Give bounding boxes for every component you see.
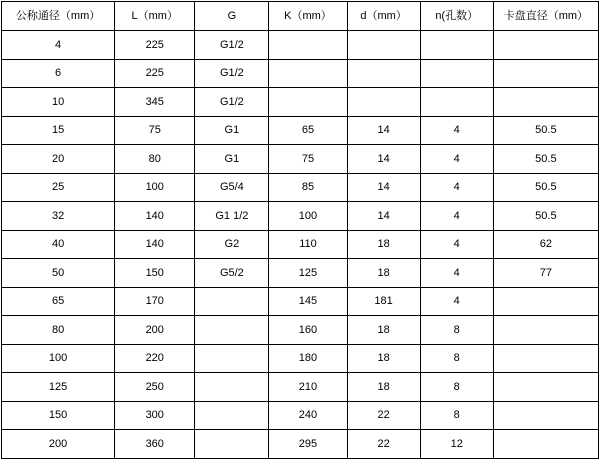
cell-hole-count xyxy=(420,88,493,117)
cell-thread: G5/2 xyxy=(195,259,269,288)
cell-k: 75 xyxy=(269,145,347,174)
cell-chuck-diameter xyxy=(493,316,598,345)
cell-d: 18 xyxy=(347,230,420,259)
cell-hole-count xyxy=(420,59,493,88)
cell-nominal-diameter: 200 xyxy=(2,430,115,459)
cell-length: 220 xyxy=(115,344,195,373)
table-header-row xyxy=(2,2,599,31)
column-header-hole-count: n(孔数） xyxy=(420,2,493,31)
cell-chuck-diameter: 50.5 xyxy=(493,145,598,174)
cell-thread: G1 1/2 xyxy=(195,202,269,231)
cell-d: 18 xyxy=(347,316,420,345)
column-header-k: K（mm） xyxy=(269,2,347,31)
cell-thread: G5/4 xyxy=(195,173,269,202)
cell-d: 22 xyxy=(347,430,420,459)
cell-length: 345 xyxy=(115,88,195,117)
cell-length: 100 xyxy=(115,173,195,202)
cell-d xyxy=(347,59,420,88)
cell-nominal-diameter: 100 xyxy=(2,344,115,373)
cell-hole-count xyxy=(420,31,493,60)
cell-thread: G1/2 xyxy=(195,88,269,117)
cell-k: 160 xyxy=(269,316,347,345)
cell-nominal-diameter: 15 xyxy=(2,116,115,145)
column-header-length: L（mm） xyxy=(115,2,195,31)
cell-length: 140 xyxy=(115,230,195,259)
cell-d: 22 xyxy=(347,401,420,430)
cell-thread xyxy=(195,430,269,459)
table-row xyxy=(2,373,599,402)
cell-thread: G1 xyxy=(195,145,269,174)
cell-length: 250 xyxy=(115,373,195,402)
cell-length: 170 xyxy=(115,287,195,316)
cell-hole-count: 4 xyxy=(420,202,493,231)
column-header-chuck-diameter: 卡盘直径（mm） xyxy=(493,2,598,31)
cell-k xyxy=(269,88,347,117)
cell-k: 145 xyxy=(269,287,347,316)
cell-length: 80 xyxy=(115,145,195,174)
cell-nominal-diameter: 150 xyxy=(2,401,115,430)
cell-k: 65 xyxy=(269,116,347,145)
cell-length: 200 xyxy=(115,316,195,345)
cell-nominal-diameter: 32 xyxy=(2,202,115,231)
cell-length: 300 xyxy=(115,401,195,430)
cell-nominal-diameter: 50 xyxy=(2,259,115,288)
cell-d: 14 xyxy=(347,173,420,202)
cell-nominal-diameter: 6 xyxy=(2,59,115,88)
cell-k: 210 xyxy=(269,373,347,402)
table-body xyxy=(2,31,599,459)
cell-hole-count: 4 xyxy=(420,259,493,288)
cell-nominal-diameter: 80 xyxy=(2,316,115,345)
cell-nominal-diameter: 125 xyxy=(2,373,115,402)
table-row xyxy=(2,259,599,288)
column-header-nominal-diameter: 公称通径（mm） xyxy=(2,2,115,31)
cell-d: 14 xyxy=(347,202,420,231)
table-row xyxy=(2,116,599,145)
cell-chuck-diameter: 62 xyxy=(493,230,598,259)
cell-d: 18 xyxy=(347,259,420,288)
cell-thread: G2 xyxy=(195,230,269,259)
column-header-d: d（mm） xyxy=(347,2,420,31)
cell-hole-count: 4 xyxy=(420,116,493,145)
cell-chuck-diameter xyxy=(493,430,598,459)
cell-length: 140 xyxy=(115,202,195,231)
cell-nominal-diameter: 25 xyxy=(2,173,115,202)
cell-chuck-diameter: 50.5 xyxy=(493,116,598,145)
table-row xyxy=(2,202,599,231)
table-row xyxy=(2,287,599,316)
table-row xyxy=(2,173,599,202)
cell-hole-count: 8 xyxy=(420,344,493,373)
cell-d xyxy=(347,31,420,60)
cell-d: 181 xyxy=(347,287,420,316)
cell-length: 150 xyxy=(115,259,195,288)
cell-d: 14 xyxy=(347,116,420,145)
cell-d: 18 xyxy=(347,344,420,373)
cell-thread xyxy=(195,373,269,402)
cell-k: 295 xyxy=(269,430,347,459)
cell-k xyxy=(269,31,347,60)
table-row xyxy=(2,344,599,373)
cell-hole-count: 4 xyxy=(420,230,493,259)
cell-chuck-diameter xyxy=(493,287,598,316)
cell-chuck-diameter xyxy=(493,88,598,117)
cell-thread: G1/2 xyxy=(195,59,269,88)
cell-hole-count: 4 xyxy=(420,145,493,174)
cell-k: 85 xyxy=(269,173,347,202)
cell-chuck-diameter: 50.5 xyxy=(493,202,598,231)
cell-hole-count: 12 xyxy=(420,430,493,459)
table-row xyxy=(2,430,599,459)
table-row xyxy=(2,316,599,345)
cell-d: 14 xyxy=(347,145,420,174)
cell-thread: G1 xyxy=(195,116,269,145)
cell-length: 75 xyxy=(115,116,195,145)
cell-chuck-diameter xyxy=(493,59,598,88)
cell-nominal-diameter: 40 xyxy=(2,230,115,259)
cell-k: 110 xyxy=(269,230,347,259)
cell-thread xyxy=(195,344,269,373)
cell-thread xyxy=(195,316,269,345)
specification-table xyxy=(1,1,599,459)
cell-k: 100 xyxy=(269,202,347,231)
cell-chuck-diameter xyxy=(493,31,598,60)
cell-chuck-diameter xyxy=(493,373,598,402)
cell-d xyxy=(347,88,420,117)
cell-k xyxy=(269,59,347,88)
cell-chuck-diameter xyxy=(493,344,598,373)
cell-thread xyxy=(195,401,269,430)
cell-hole-count: 4 xyxy=(420,173,493,202)
cell-length: 225 xyxy=(115,31,195,60)
cell-chuck-diameter xyxy=(493,401,598,430)
cell-chuck-diameter: 50.5 xyxy=(493,173,598,202)
cell-chuck-diameter: 77 xyxy=(493,259,598,288)
table-row xyxy=(2,88,599,117)
cell-nominal-diameter: 10 xyxy=(2,88,115,117)
cell-hole-count: 8 xyxy=(420,401,493,430)
cell-thread: G1/2 xyxy=(195,31,269,60)
cell-k: 240 xyxy=(269,401,347,430)
table-row xyxy=(2,31,599,60)
cell-k: 180 xyxy=(269,344,347,373)
cell-k: 125 xyxy=(269,259,347,288)
cell-thread xyxy=(195,287,269,316)
column-header-thread: G xyxy=(195,2,269,31)
table-row xyxy=(2,59,599,88)
table-row xyxy=(2,230,599,259)
table-row xyxy=(2,145,599,174)
cell-nominal-diameter: 20 xyxy=(2,145,115,174)
cell-length: 225 xyxy=(115,59,195,88)
cell-hole-count: 4 xyxy=(420,287,493,316)
cell-nominal-diameter: 65 xyxy=(2,287,115,316)
cell-nominal-diameter: 4 xyxy=(2,31,115,60)
cell-d: 18 xyxy=(347,373,420,402)
cell-hole-count: 8 xyxy=(420,316,493,345)
cell-length: 360 xyxy=(115,430,195,459)
cell-hole-count: 8 xyxy=(420,373,493,402)
table-row xyxy=(2,401,599,430)
